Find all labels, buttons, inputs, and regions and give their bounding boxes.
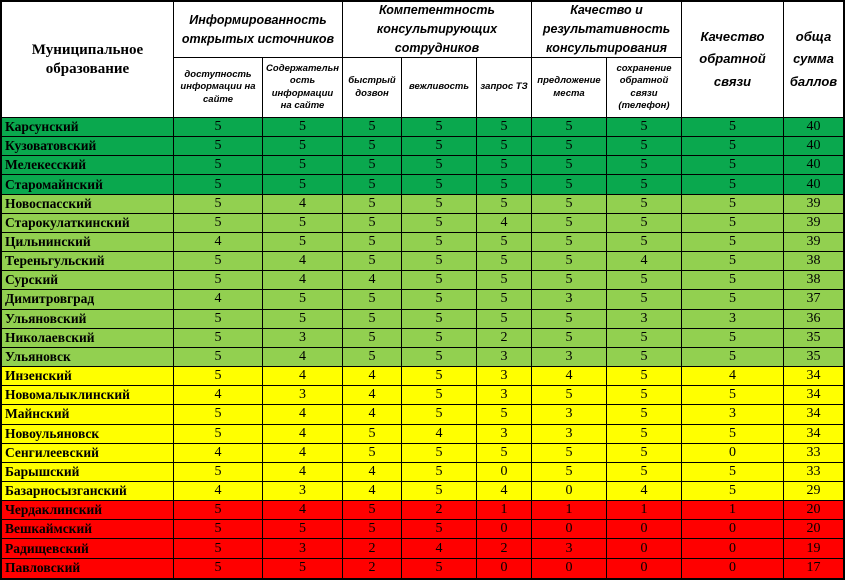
score-cell: 2 [477, 539, 532, 558]
score-cell: 5 [174, 156, 263, 175]
score-cell: 4 [263, 425, 343, 444]
group-header-staff-competence: Компетентность консультирующих сотрудников [343, 2, 532, 58]
score-cell: 5 [682, 195, 784, 214]
municipality-name: Инзенский [2, 367, 174, 386]
score-cell: 4 [607, 482, 682, 501]
municipality-name: Барышский [2, 463, 174, 482]
score-cell: 5 [343, 520, 402, 539]
score-cell: 0 [682, 539, 784, 558]
score-cell: 4 [343, 386, 402, 405]
municipality-name: Старокулаткинский [2, 214, 174, 233]
score-cell: 4 [174, 290, 263, 309]
score-cell: 5 [263, 118, 343, 137]
score-cell: 5 [402, 329, 477, 348]
score-cell: 4 [343, 405, 402, 424]
score-cell: 5 [477, 195, 532, 214]
score-cell: 5 [607, 290, 682, 309]
score-cell: 3 [477, 348, 532, 367]
score-cell: 5 [607, 405, 682, 424]
score-cell: 5 [343, 252, 402, 271]
score-cell: 5 [607, 463, 682, 482]
municipality-name: Ульяновск [2, 348, 174, 367]
score-cell: 5 [682, 482, 784, 501]
table-row [2, 559, 843, 578]
score-cell: 5 [607, 329, 682, 348]
table-row [2, 539, 843, 558]
municipality-name: Новомалыклинский [2, 386, 174, 405]
score-cell: 5 [263, 137, 343, 156]
municipality-name: Карсунский [2, 118, 174, 137]
subcol-header-site-content: Содержательность информации на сайте [263, 58, 343, 118]
score-cell: 5 [477, 271, 532, 290]
total-score-cell: 17 [806, 560, 821, 576]
score-cell: 5 [174, 348, 263, 367]
score-cell: 5 [477, 444, 532, 463]
score-cell: 5 [174, 195, 263, 214]
score-cell: 5 [682, 290, 784, 309]
score-cell: 5 [532, 329, 607, 348]
score-cell: 5 [343, 348, 402, 367]
total-score-cell: 36 [784, 310, 843, 329]
score-cell: 0 [607, 539, 682, 558]
score-cell: 5 [477, 233, 532, 252]
municipality-name: Чердаклинский [2, 501, 174, 520]
total-score-cell: 40 [784, 175, 843, 194]
table-row [2, 233, 843, 252]
score-cell: 5 [682, 348, 784, 367]
score-cell: 5 [174, 367, 263, 386]
score-cell: 5 [532, 310, 607, 329]
table-row [2, 252, 843, 271]
table-row [2, 463, 843, 482]
score-cell: 5 [402, 195, 477, 214]
score-cell: 5 [402, 271, 477, 290]
score-cell: 5 [174, 310, 263, 329]
score-cell: 0 [477, 559, 532, 578]
table-row [2, 175, 843, 194]
score-cell: 3 [477, 367, 532, 386]
municipality-name: Новоульяновск [2, 425, 174, 444]
score-cell: 5 [532, 156, 607, 175]
table-body [2, 118, 843, 578]
score-cell: 5 [343, 175, 402, 194]
municipality-name: Николаевский [2, 329, 174, 348]
score-cell: 5 [263, 559, 343, 578]
score-cell: 5 [682, 156, 784, 175]
score-cell: 5 [682, 137, 784, 156]
score-cell: 4 [263, 271, 343, 290]
score-cell: 5 [682, 118, 784, 137]
score-cell: 5 [477, 310, 532, 329]
score-cell: 4 [174, 233, 263, 252]
col-header-feedback-quality: Качество обратной связи [682, 2, 784, 118]
score-cell: 5 [263, 520, 343, 539]
score-cell: 4 [263, 444, 343, 463]
total-score-cell: 29 [784, 482, 843, 501]
score-cell: 5 [174, 405, 263, 424]
score-cell: 0 [532, 559, 607, 578]
score-cell: 4 [607, 252, 682, 271]
score-cell: 5 [607, 233, 682, 252]
score-cell: 5 [174, 137, 263, 156]
score-cell: 3 [682, 310, 784, 329]
score-cell: 4 [477, 214, 532, 233]
score-cell: 3 [263, 329, 343, 348]
municipality-name: Кузоватовский [2, 137, 174, 156]
subcol-header-politeness: вежливость [402, 58, 477, 118]
score-cell: 5 [343, 444, 402, 463]
subcol-header-site-availability: доступность информации на сайте [174, 58, 263, 118]
score-cell: 5 [607, 444, 682, 463]
score-cell: 5 [402, 348, 477, 367]
table-row [2, 310, 843, 329]
score-cell: 5 [682, 252, 784, 271]
table-row [2, 156, 843, 175]
score-cell: 5 [343, 310, 402, 329]
score-cell: 5 [682, 214, 784, 233]
score-cell: 4 [263, 195, 343, 214]
municipality-name: Старомайнский [2, 175, 174, 194]
municipality-name: Павловский [2, 559, 174, 578]
col-header-municipality: Муниципальное образование [2, 2, 174, 118]
score-cell: 5 [174, 463, 263, 482]
score-cell: 4 [532, 367, 607, 386]
score-cell: 3 [532, 348, 607, 367]
group-header-open-sources: Информированность открытых источников [174, 2, 343, 58]
score-cell: 5 [174, 520, 263, 539]
total-score-cell: 33 [784, 463, 843, 482]
score-cell: 3 [263, 482, 343, 501]
table-row [2, 329, 843, 348]
table-row [2, 137, 843, 156]
score-cell: 2 [343, 539, 402, 558]
score-cell: 5 [532, 386, 607, 405]
score-cell: 5 [174, 425, 263, 444]
score-cell: 5 [532, 444, 607, 463]
table-row [2, 118, 843, 137]
score-cell: 5 [402, 367, 477, 386]
score-cell: 5 [607, 118, 682, 137]
table-row [2, 214, 843, 233]
score-cell: 4 [174, 386, 263, 405]
score-cell: 5 [402, 463, 477, 482]
col-header-total-score: обща сумма баллов [784, 2, 843, 118]
table-row [2, 290, 843, 309]
table-row [2, 482, 843, 501]
score-cell: 4 [402, 425, 477, 444]
table-row [2, 520, 843, 539]
score-cell: 5 [607, 195, 682, 214]
score-cell: 5 [174, 559, 263, 578]
municipality-name: Сурский [2, 271, 174, 290]
score-cell: 4 [343, 367, 402, 386]
score-cell: 0 [532, 520, 607, 539]
total-score-cell: 38 [784, 252, 843, 271]
score-cell: 5 [477, 137, 532, 156]
score-cell: 5 [174, 175, 263, 194]
table-row [2, 425, 843, 444]
municipality-name: Базарносызганский [2, 482, 174, 501]
total-score-cell: 19 [784, 539, 843, 558]
municipality-name: Вешкаймский [2, 520, 174, 539]
score-cell: 4 [402, 539, 477, 558]
score-cell: 5 [532, 271, 607, 290]
score-cell: 5 [402, 310, 477, 329]
total-score-cell: 34 [784, 405, 843, 424]
score-cell: 5 [263, 290, 343, 309]
municipality-name: Ульяновский [2, 310, 174, 329]
score-cell: 4 [263, 405, 343, 424]
score-cell: 5 [402, 156, 477, 175]
table-row [2, 405, 843, 424]
municipality-name: Мелекесский [2, 156, 174, 175]
municipality-name: Майнский [2, 405, 174, 424]
group-header-consulting-quality: Качество и результативность консультирования [532, 2, 682, 58]
score-cell: 5 [343, 137, 402, 156]
score-cell: 4 [263, 463, 343, 482]
score-cell: 5 [532, 252, 607, 271]
score-cell: 5 [607, 214, 682, 233]
score-cell: 5 [402, 252, 477, 271]
municipality-name: Радищевский [2, 539, 174, 558]
table-row [2, 501, 843, 520]
score-cell: 5 [607, 367, 682, 386]
score-cell: 5 [607, 175, 682, 194]
score-cell: 0 [682, 444, 784, 463]
total-score-cell: 39 [784, 233, 843, 252]
score-cell: 2 [343, 559, 402, 578]
score-cell: 5 [174, 539, 263, 558]
score-cell: 3 [477, 425, 532, 444]
score-cell: 5 [607, 425, 682, 444]
table-row [2, 271, 843, 290]
table-row [2, 367, 843, 386]
score-cell: 0 [682, 559, 784, 578]
score-cell: 1 [532, 501, 607, 520]
score-cell: 4 [343, 482, 402, 501]
score-cell: 5 [343, 425, 402, 444]
score-cell: 5 [532, 118, 607, 137]
score-cell: 3 [263, 386, 343, 405]
score-cell: 4 [263, 348, 343, 367]
score-cell: 2 [402, 501, 477, 520]
subcol-header-tz-request: запрос ТЗ [477, 58, 532, 118]
score-cell: 5 [607, 386, 682, 405]
score-cell: 5 [343, 156, 402, 175]
score-cell: 5 [477, 156, 532, 175]
subcol-header-quick-call: быстрый дозвон [343, 58, 402, 118]
score-cell: 5 [174, 271, 263, 290]
score-cell: 5 [343, 329, 402, 348]
total-score-cell: 34 [784, 367, 843, 386]
score-cell: 5 [532, 137, 607, 156]
score-cell: 3 [682, 405, 784, 424]
score-cell: 5 [682, 386, 784, 405]
score-cell: 5 [174, 214, 263, 233]
score-cell: 5 [402, 405, 477, 424]
score-cell: 5 [263, 175, 343, 194]
score-cell: 3 [607, 310, 682, 329]
table-row [2, 386, 843, 405]
score-cell: 1 [682, 501, 784, 520]
score-cell: 5 [607, 156, 682, 175]
score-cell: 5 [343, 195, 402, 214]
municipality-name: Новоспасский [2, 195, 174, 214]
score-cell: 5 [402, 118, 477, 137]
score-cell: 5 [402, 137, 477, 156]
municipality-name: Сенгилеевский [2, 444, 174, 463]
table-row [2, 348, 843, 367]
score-cell: 0 [532, 482, 607, 501]
score-cell: 4 [174, 482, 263, 501]
total-score-cell: 38 [784, 271, 843, 290]
subcol-header-place-offer: предложение места [532, 58, 607, 118]
total-score-cell: 37 [784, 290, 843, 309]
score-cell: 5 [682, 425, 784, 444]
score-cell: 5 [682, 175, 784, 194]
table-row [2, 444, 843, 463]
score-cell: 3 [532, 405, 607, 424]
score-cell: 5 [263, 233, 343, 252]
score-cell: 5 [477, 252, 532, 271]
score-cell: 0 [682, 520, 784, 539]
score-cell: 4 [343, 463, 402, 482]
score-cell: 5 [402, 214, 477, 233]
score-cell: 5 [174, 252, 263, 271]
score-cell: 4 [263, 252, 343, 271]
score-cell: 4 [263, 367, 343, 386]
score-cell: 5 [682, 233, 784, 252]
score-cell: 5 [174, 329, 263, 348]
municipality-name: Тереньгульский [2, 252, 174, 271]
score-cell: 3 [532, 539, 607, 558]
score-cell: 3 [263, 539, 343, 558]
score-cell: 5 [607, 348, 682, 367]
score-cell: 5 [402, 175, 477, 194]
score-cell: 2 [477, 329, 532, 348]
score-cell: 5 [343, 214, 402, 233]
score-cell: 5 [607, 137, 682, 156]
score-cell: 5 [532, 233, 607, 252]
subcol-header-feedback-retention: сохранение обратной связи (телефон) [607, 58, 682, 118]
total-score-cell: 34 [784, 425, 843, 444]
score-cell: 5 [477, 118, 532, 137]
score-cell: 0 [607, 520, 682, 539]
score-cell: 5 [402, 482, 477, 501]
score-cell: 5 [402, 520, 477, 539]
municipality-name: Цильнинский [2, 233, 174, 252]
score-cell: 0 [477, 520, 532, 539]
score-cell: 5 [343, 501, 402, 520]
score-cell: 5 [682, 463, 784, 482]
score-cell: 5 [532, 463, 607, 482]
score-cell: 3 [532, 425, 607, 444]
score-cell: 5 [263, 156, 343, 175]
score-cell: 5 [343, 290, 402, 309]
score-cell: 5 [174, 501, 263, 520]
score-cell: 4 [477, 482, 532, 501]
score-cell: 5 [263, 310, 343, 329]
total-score-cell: 40 [784, 156, 843, 175]
score-cell: 5 [263, 214, 343, 233]
score-cell: 5 [402, 233, 477, 252]
score-cell: 5 [477, 405, 532, 424]
score-cell: 1 [477, 501, 532, 520]
score-cell: 1 [607, 501, 682, 520]
total-score-cell: 35 [784, 329, 843, 348]
score-cell: 5 [532, 195, 607, 214]
total-score-cell: 33 [784, 444, 843, 463]
score-cell: 5 [343, 118, 402, 137]
score-cell: 5 [402, 386, 477, 405]
total-score-cell: 35 [784, 348, 843, 367]
score-cell: 4 [682, 367, 784, 386]
total-score-cell: 20 [784, 520, 843, 539]
score-cell: 5 [477, 290, 532, 309]
total-score-cell: 34 [784, 386, 843, 405]
score-cell: 5 [402, 559, 477, 578]
score-cell: 5 [402, 444, 477, 463]
score-cell: 5 [682, 329, 784, 348]
score-cell: 5 [532, 214, 607, 233]
score-cell: 4 [343, 271, 402, 290]
score-cell: 3 [477, 386, 532, 405]
table-header [2, 2, 843, 118]
score-cell: 0 [477, 463, 532, 482]
score-cell: 5 [682, 271, 784, 290]
score-cell: 5 [343, 233, 402, 252]
total-score-cell: 39 [784, 214, 843, 233]
total-score-cell: 39 [784, 195, 843, 214]
score-cell: 4 [263, 501, 343, 520]
table-row [2, 195, 843, 214]
score-cell: 5 [607, 271, 682, 290]
score-cell: 4 [174, 444, 263, 463]
score-cell: 5 [402, 290, 477, 309]
total-score-cell: 20 [784, 501, 843, 520]
total-score-cell: 40 [784, 118, 843, 137]
score-cell: 5 [477, 175, 532, 194]
score-cell: 3 [532, 290, 607, 309]
score-cell: 0 [607, 559, 682, 578]
total-score-cell: 40 [784, 137, 843, 156]
municipality-name: Димитровград [2, 290, 174, 309]
score-cell: 5 [174, 118, 263, 137]
score-cell: 5 [532, 175, 607, 194]
